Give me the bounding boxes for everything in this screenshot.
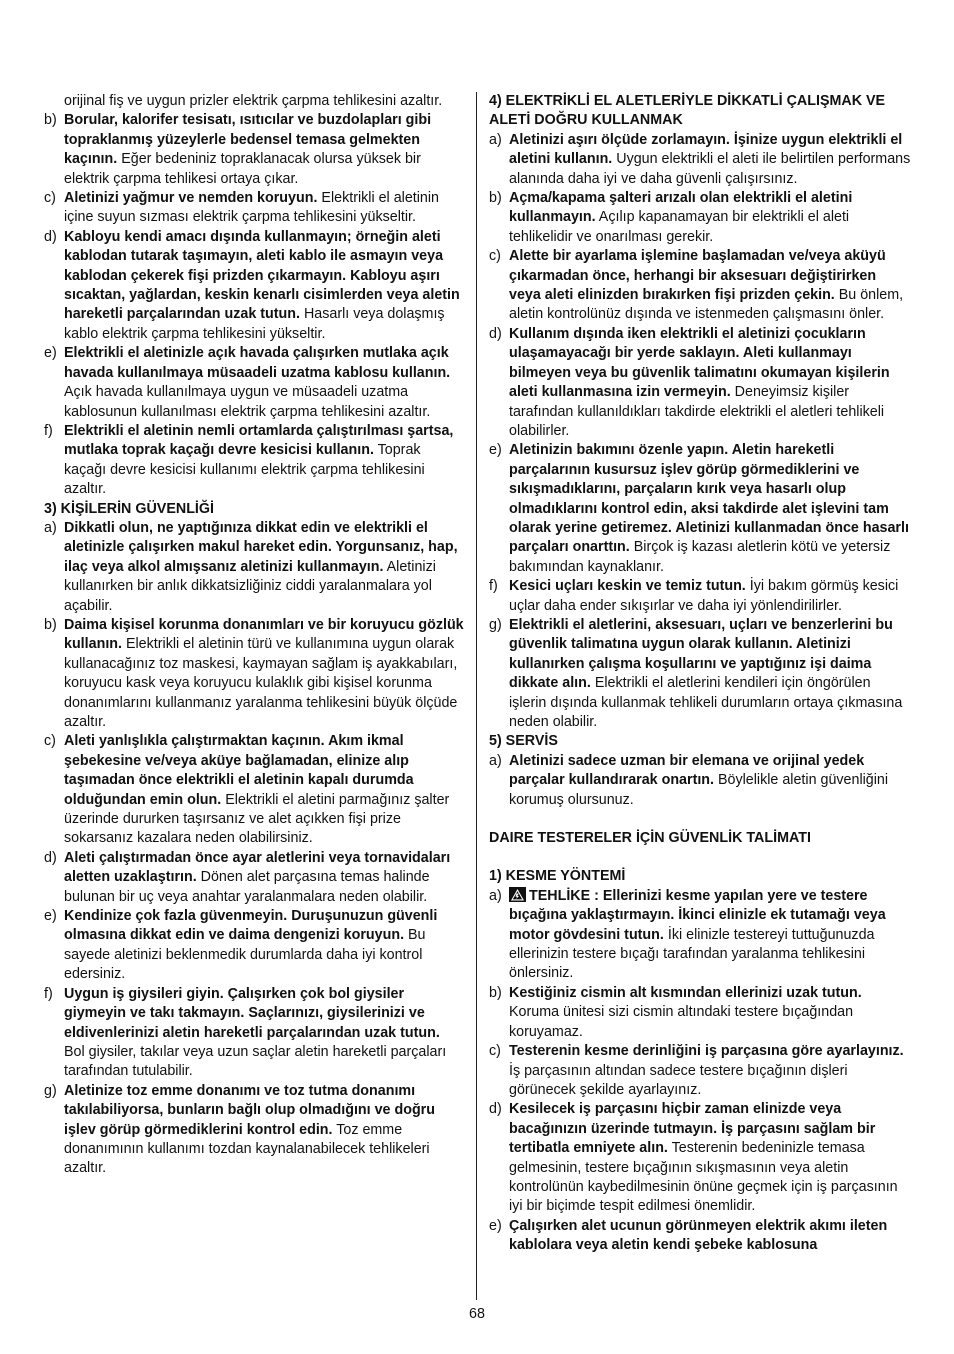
item-text: Deneyimsiz kişiler tarafından kullanıldıkları takdirde elektrikli el aletleri tehlikeli olabilirler. <box>509 384 885 439</box>
item-text: İş parçasının altından sadece testere bıçağının dişleri görünecek şekilde ayarlayınız. <box>509 1062 848 1098</box>
item-bold-text: Kabloyu kendi amacı dışında kullanmayın; örneğin aleti kablodan tutarak taşımayın, aleti kablo ile asmayın veya kablodan çekerek fişi prizden çıkarmayın. Kabloyu aşırı sıcaktan, yağlardan, keskin kenarlı cisimlerden veya aletin hareketli parçalarından uzak tutun. <box>64 228 460 323</box>
list-item <box>489 577 911 616</box>
spacer <box>489 810 911 829</box>
item-text: İyi bakım görmüş kesici uçlar daha ender sıkışırlar ve daha iyi yönlendirilirler. <box>509 578 899 614</box>
item-marker: g) <box>44 1082 57 1099</box>
list-group-tool-use <box>489 131 911 733</box>
list-item <box>489 984 911 1042</box>
heading-circular-saw-safety: DAIRE TESTERELER İÇİN GÜVENLİK TALİMATI <box>489 830 811 847</box>
item-marker: a) <box>44 519 57 536</box>
list-item <box>44 189 464 228</box>
list-item <box>489 1100 911 1216</box>
list-item <box>44 616 464 732</box>
list-item <box>44 985 464 1082</box>
item-marker: c) <box>489 1043 501 1060</box>
list-group-electrical <box>44 111 464 499</box>
page-number: 68 <box>469 1306 485 1322</box>
item-text: Bol giysiler, takılar veya uzun saçlar aletin hareketli parçaları tarafından tutulabilir. <box>64 1043 447 1080</box>
item-text: Toprak kaçağı devre kesicisi kullanımı elektrik çarpma tehlikesini azaltır. <box>64 442 425 498</box>
continued-paragraph: orijinal fiş ve uygun prizler elektrik çarpma tehlikesini azaltır. <box>64 93 443 109</box>
warning-triangle-icon <box>509 887 526 902</box>
item-bold-text: TEHLİKE : Ellerinizi kesme yapılan yere ve testere bıçağına yaklaştırmayın. İkinci elinizle ek tutamağı veya motor gövdesini tutun. <box>509 887 886 943</box>
item-marker: b) <box>44 112 57 129</box>
item-text: Açık havada kullanılmaya uygun ve müsaadeli uzatma kablosunun kullanılması elektrik çarpma tehlikesini azaltır. <box>64 384 431 420</box>
item-text: Açılıp kapanamayan bir elektrikli el aleti tehlikelidir ve onarılması gerekir. <box>509 209 850 245</box>
list-item <box>44 732 464 848</box>
section-title-tool-use: 4) ELEKTRİKLİ EL ALETLERİYLE DİKKATLİ ÇALIŞMAK VE ALETİ DOĞRU KULLANMAK <box>489 93 886 129</box>
list-item-warning <box>489 887 911 984</box>
item-text: Eğer bedeniniz topraklanacak olursa yüksek bir elektrik çarpma tehlikesi ortaya çıkar. <box>64 151 421 187</box>
item-bold-text: Elektrikli el aletlerini, aksesuarı, uçları ve benzerlerini bu güvenlik talimatına uygun olarak kullanın. Aletinizi kullanırken çalışma koşullarını ve yaptığınız işi daima dikkate alın. <box>509 616 893 692</box>
item-bold-text: Aletinizin bakımını özenle yapın. Aletin hareketli parçalarının kusursuz işlev görüp görmediklerini ve sıkışmadıklarını, parçaların kırık veya hasarlı olup olmadıklarını kontrol edin, aksi takdirde alet işlevini tam olarak yerine getiremez. Aletinizi kullanmadan önce hasarlı parçaları onarttın. <box>509 442 909 556</box>
item-text: Elektrikli el aletlerini kendileri için öngörülen işlerin dışında kullanmak tehlikeli durumların ortaya çıkmasına neden olabilir. <box>509 675 903 730</box>
item-marker: c) <box>489 248 501 265</box>
item-marker: d) <box>489 325 502 342</box>
section-title-service: 5) SERVİS <box>489 733 558 750</box>
item-marker: a) <box>489 887 502 904</box>
item-bold-text: Elektrikli el aletinin nemli ortamlarda çalıştırılması şartsa, mutlaka toprak kaçağı devre kesicisi kullanın. <box>64 422 454 459</box>
item-marker: e) <box>44 345 57 362</box>
item-bold-text: Kesilecek iş parçasını hiçbir zaman elinizde veya bacağınızın üzerinde tutmayın. İş parçasını sağlam bir tertibatla emniyete alın. <box>509 1101 876 1157</box>
column-divider <box>476 92 477 1300</box>
item-bold-text: Aletinizi aşırı ölçüde zorlamayın. İşinize uygun elektrikli el aletini kullanın. <box>509 131 903 168</box>
item-marker: c) <box>44 190 56 207</box>
list-item <box>44 1082 464 1179</box>
item-bold-text: Borular, kalorifer tesisatı, ısıtıcılar ve buzdolapları gibi topraklanmış yüzeylerle bedensel temasa gelmekten kaçının. <box>64 112 432 168</box>
item-marker: a) <box>489 752 502 769</box>
list-group-cutting <box>489 887 911 1256</box>
item-bold-text: Çalışırken alet ucunun görünmeyen elektrik akımı ileten kablolara veya aletin kendi şebeke kablosuna <box>509 1217 888 1254</box>
spacer <box>489 848 911 867</box>
item-text: Hasarlı veya dolaşmış kablo elektrik çarpma tehlikesini yükseltir. <box>64 306 445 342</box>
right-column <box>489 92 911 1256</box>
item-text: Uygun elektrikli el aleti ile belirtilen performans alanında daha iyi ve daha güvenli çalışırsınız. <box>509 151 911 187</box>
item-marker: f) <box>44 985 53 1002</box>
list-item <box>44 849 464 907</box>
item-bold-text: Kesici uçları keskin ve temiz tutun. <box>509 578 746 595</box>
list-item <box>489 616 911 732</box>
item-bold-text: Dikkatli olun, ne yaptığınıza dikkat edin ve elektrikli el aletinizle çalışırken makul hareket edin. Yorgunsanız, hap, ilaç veya alkol almışsanız aletinizi kullanmayın. <box>64 519 458 575</box>
list-item <box>489 441 911 577</box>
left-column <box>44 92 464 1179</box>
item-marker: f) <box>44 422 53 439</box>
item-text: Elektrikli el aletinin türü ve kullanımına uygun olarak kullanacağınız toz maskesi, kaymayan sağlam iş ayakkabıları, koruyucu kask veya koruyucu kulaklık gibi kişisel korunma donanımlarını kullanmanız yaralanma tehlikesini büyük ölçüde azaltır. <box>64 636 458 730</box>
item-marker: e) <box>489 1217 502 1234</box>
item-marker: e) <box>489 442 502 459</box>
list-item <box>489 247 911 325</box>
item-marker: c) <box>44 733 56 750</box>
item-marker: d) <box>44 228 57 245</box>
list-item <box>489 325 911 441</box>
section-title-personal-safety: 3) KİŞİLERİN GÜVENLİĞİ <box>44 500 214 517</box>
item-bold-text: Aletinizi yağmur ve nemden koruyun. <box>64 190 318 207</box>
item-marker: f) <box>489 578 498 595</box>
list-item <box>44 907 464 985</box>
section-title-cutting-method: 1) KESME YÖNTEMİ <box>489 868 626 885</box>
item-bold-text: Aletinizi sadece uzman bir elemana ve orijinal yedek parçalar kullandırarak onartın. <box>509 752 865 789</box>
item-marker: b) <box>489 984 502 1001</box>
item-bold-text: Kendinize çok fazla güvenmeyin. Duruşunuzun güvenli olmasına dikkat edin ve daima dengenizi koruyun. <box>64 908 438 944</box>
item-text: Aletinizi kullanırken bir anlık dikkatsizliğiniz ciddi yaralanmalara yol açabilir. <box>64 558 436 614</box>
item-text: Toz emme donanımının kullanımı tozdan kaynalanabilecek tehlikeleri azaltır. <box>64 1121 430 1177</box>
item-bold-text: Alette bir ayarlama işlemine başlamadan ve/veya aküyü çıkarmadan önce, herhangi bir aksesuarı değiştirirken veya aleti elinizden bırakırken fişi prizden çekin. <box>509 248 886 304</box>
item-text: Elektrikli el aletini parmağınız şalter üzerinde dururken taşırsanız ve alet açıkken fişi prize sokarsanız kazalara neden olabilirsiniz. <box>64 791 450 847</box>
item-bold-text: Aleti yanlışlıkla çalıştırmaktan kaçının. Akım ikmal şebekesine ve/veya aküye bağlamadan, elinize alıp taşımadan önce elektrikli el aletinin kapalı durumda olduğundan emin olun. <box>64 733 414 808</box>
item-text: Dönen alet parçasına temas halinde bulunan bir uç veya anahtar yaralanmalara neden olabilir. <box>64 869 430 905</box>
list-item <box>489 189 911 247</box>
list-item <box>44 519 464 616</box>
item-bold-text: Aleti çalıştırmadan önce ayar aletlerini veya tornavidaları aletten uzaklaştırın. <box>64 849 451 886</box>
list-item <box>44 111 464 189</box>
item-marker: b) <box>489 190 502 207</box>
item-bold-text: Aletinize toz emme donanımı ve toz tutma donanımı takılabiliyorsa, bunların bağlı olup olmadığını ve doğru işlev görüp görmediklerini kontrol edin. <box>64 1082 435 1138</box>
item-marker: a) <box>489 131 502 148</box>
item-bold-text: Kestiğiniz cismin alt kısmından ellerinizi uzak tutun. <box>509 984 862 1001</box>
item-text: Böylelikle aletin güvenliğini korumuş olursunuz. <box>509 772 889 808</box>
item-text: Koruma ünitesi sizi cismin altındaki testere bıçağından koruyamaz. <box>509 1004 854 1040</box>
item-text: Testerenin bedeninizle temasa gelmesinin, testere bıçağının sıkışmasının veya aletin kontrolünün kaybedilmesinin önüne geçmek için iş parçasının iyi bir biçimde tespit edilmesi önemlidir. <box>509 1140 898 1215</box>
item-text: Bu sayede aletinizi beklenmedik durumlarda daha iyi kontrol edersiniz. <box>64 927 426 983</box>
item-text: İki elinizle testereyi tuttuğunuzda ellerinizin testere bıçağı tarafından yaralanma tehlikesini önlersiniz. <box>509 926 875 982</box>
list-group-personal <box>44 519 464 1179</box>
list-item <box>489 1042 911 1100</box>
list-item <box>44 228 464 344</box>
item-text: Birçok iş kazası aletlerin kötü ve yetersiz bakımından kaynaklanır. <box>509 539 891 575</box>
item-marker: b) <box>44 616 57 633</box>
list-item <box>44 422 464 500</box>
item-marker: e) <box>44 908 57 925</box>
item-bold-text: Testerenin kesme derinliğini iş parçasına göre ayarlayınız. <box>509 1043 904 1060</box>
item-bold-text: Elektrikli el aletinizle açık havada çalışırken mutlaka açık havada kullanılmaya müsaadeli uzatma kablosu kullanın. <box>64 345 451 381</box>
item-bold-text: Uygun iş giysileri giyin. Çalışırken çok bol giysiler giymeyin ve takı takmayın. Saçlarınızı, giysilerinizi ve eldivenlerinizi aletin hareketli parçalarından uzak tutun. <box>64 985 440 1041</box>
item-bold-text: Açma/kapama şalteri arızalı olan elektrikli el aletini kullanmayın. <box>509 190 853 226</box>
list-group-service <box>489 752 911 810</box>
item-marker: g) <box>489 616 502 633</box>
item-marker: d) <box>489 1101 502 1118</box>
item-text: Elektrikli el aletinin içine suyun sızması elektrik çarpma tehlikesini yükseltir. <box>64 190 440 226</box>
list-item <box>44 344 464 422</box>
list-item <box>489 1217 911 1256</box>
item-marker: d) <box>44 849 57 866</box>
item-text: Bu önlem, aletin kontrolünüz dışında ve istenmeden çalışmasını önler. <box>509 287 904 323</box>
list-item <box>489 131 911 189</box>
list-item <box>489 752 911 810</box>
item-bold-text: Kullanım dışında iken elektrikli el aletinizi çocukların ulaşamayacağı bir yerde saklayın. Aleti kullanmayı bilmeyen veya bu güvenlik talimatını okumayan kişilerin aleti kullanmasına izin vermeyin. <box>509 325 890 401</box>
item-bold-text: Daima kişisel korunma donanımları ve bir koruyucu gözlük kullanın. <box>64 616 464 653</box>
